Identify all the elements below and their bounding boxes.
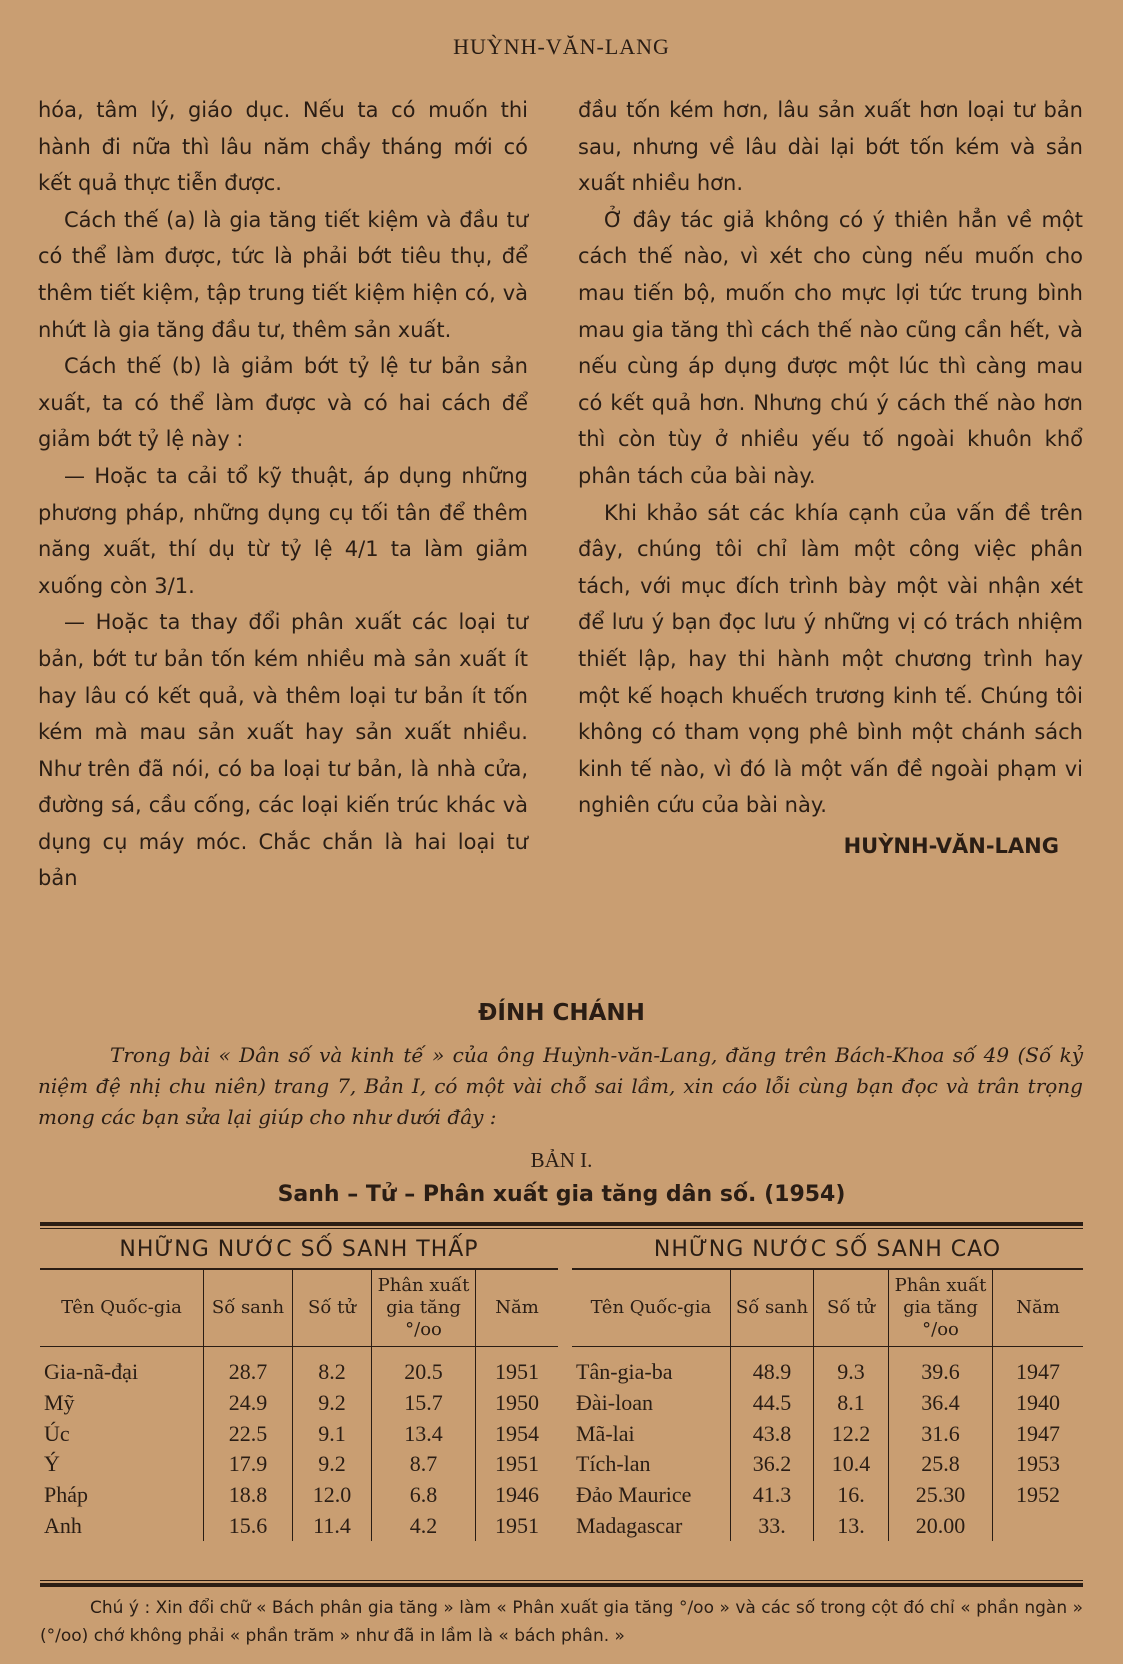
table-cell: 1954: [495, 1420, 539, 1446]
paragraph: Ở đây tác giả không có ý thiên hẳn về một cách thế nào, vì xét cho cùng nếu muốn cho mau tiến bộ, muốn cho mực lợi tức trung bình mau gia tăng thì cách thế nào cũng cần hết, và nếu cùng áp dụng được một lúc thì càng mau có kết quả hơn. Nhưng chú ý cách thế nào hơn thì còn tùy ở nhiều yếu tố ngoài khuôn khổ phân tách của bài này.: [578, 207, 1083, 488]
table-cell: Mỹ: [40, 1388, 204, 1419]
table-cell: 1952: [1016, 1482, 1060, 1508]
table-top-rule-thin: [40, 1228, 1083, 1229]
table-cell: 36.4: [889, 1388, 993, 1419]
table-cell: 12.2: [814, 1418, 889, 1449]
footnote: Chú ý : Xin đổi chữ « Bách phân gia tăng » làm « Phân xuất gia tăng °/oo » và các số trong cột đó chỉ « phần ngàn » (°/oo) chớ không phải « phần trăm » như đã in lầm là « bách phân. »: [40, 1598, 1083, 1646]
paragraph: Cách thế (a) là gia tăng tiết kiệm và đầu tư có thể làm được, tức là phải bớt tiêu thụ, để thêm tiết kiệm, tập trung tiết kiệm hiện có, và nhứt là gia tăng đầu tư, thêm sản xuất.: [38, 207, 528, 342]
table-cell: 36.2: [731, 1449, 814, 1480]
running-header: HUỲNH-VĂN-LANG: [453, 34, 670, 59]
column-header: Số sanh: [204, 1270, 293, 1347]
table-half-title: NHỮNG NƯỚC SỐ SANH THẤP: [40, 1232, 558, 1270]
table-caption: Sanh – Tử – Phân xuất gia tăng dân số. (1954): [277, 1182, 846, 1207]
table-cell: 9.1: [293, 1418, 372, 1449]
table-cell: Đảo Maurice: [572, 1480, 731, 1511]
table-cell: [993, 1510, 1084, 1541]
table-cell: 8.1: [814, 1388, 889, 1419]
table-row: [572, 1347, 1083, 1388]
table-cell: 24.9: [204, 1388, 293, 1419]
table-cell: 39.6: [889, 1347, 993, 1388]
table-cell: 25.30: [889, 1480, 993, 1511]
table-cell: 25.8: [889, 1449, 993, 1480]
table-cell: 20.00: [889, 1510, 993, 1541]
table-cell: 1950: [495, 1390, 539, 1416]
table-cell: 9.2: [293, 1388, 372, 1419]
table-cell: 33.: [731, 1510, 814, 1541]
table-bottom-rule-thin: [40, 1580, 1083, 1581]
table-bottom-rule: [40, 1583, 1083, 1587]
table-cell: 6.8: [372, 1480, 476, 1511]
table-cell: 31.6: [889, 1418, 993, 1449]
table-cell: 1940: [1016, 1390, 1060, 1416]
table-cell: 1951: [495, 1451, 539, 1477]
column-header: Phân xuất gia tăng °/oo: [889, 1270, 993, 1347]
table-cell: Anh: [40, 1510, 204, 1541]
table-cell: Madagascar: [572, 1510, 731, 1541]
errata-title: ĐÍNH CHÁNH: [478, 1000, 645, 1026]
paragraph: Khi khảo sát các khía cạnh của vấn đề trên đây, chúng tôi chỉ làm một công việc phân tách, với mục đích trình bày một vài nhận xét để lưu ý bạn đọc lưu ý những vị có trách nhiệm thiết lập, hay thi hành một chương trình hay một kế hoạch khuếch trương kinh tế. Chúng tôi không có tham vọng phê bình một chánh sách kinh tế nào, vì đó là một vấn đề ngoài phạm vi nghiên cứu của bài này.: [578, 500, 1083, 818]
data-table: [40, 1270, 558, 1541]
table-cell: 1947: [1016, 1420, 1060, 1446]
table-cell: 48.9: [731, 1347, 814, 1388]
table-cell: 8.7: [372, 1449, 476, 1480]
table-cell: 12.0: [293, 1480, 372, 1511]
table-cell: Tân-gia-ba: [572, 1347, 731, 1388]
table-cell: Ý: [40, 1449, 204, 1480]
paragraph: hóa, tâm lý, giáo dục. Nếu ta có muốn thi hành đi nữa thì lâu năm chầy tháng mới có kết quả thực tiễn được.: [38, 98, 528, 196]
author-signature: HUỲNH-VĂN-LANG: [843, 833, 1059, 858]
right-column: [578, 92, 1083, 864]
errata-text: Trong bài « Dân số và kinh tế » của ông Huỳnh-văn-Lang, đăng trên Bách-Khoa số 49 (Số kỷ niệm đệ nhị chu niên) trang 7, Bản I, có một vài chỗ sai lầm, xin cáo lỗi cùng bạn đọc và trân trọng mong các bạn sửa lại giúp cho như dưới đây :: [38, 1043, 1083, 1129]
table-cell: Tích-lan: [572, 1449, 731, 1480]
table-cell: 17.9: [204, 1449, 293, 1480]
table-row: [40, 1388, 558, 1419]
table-half-title: NHỮNG NƯỚC SỐ SANH CAO: [572, 1232, 1083, 1270]
table-cell: Gia-nã-đại: [40, 1347, 204, 1388]
paragraph: đầu tốn kém hơn, lâu sản xuất hơn loại tư bản sau, nhưng về lâu dài lại bớt tốn kém và sản xuất nhiều hơn.: [578, 98, 1083, 196]
table-cell: 1953: [1016, 1451, 1060, 1477]
paragraph: — Hoặc ta thay đổi phân xuất các loại tư bản, bớt tư bản tốn kém nhiều mà sản xuất ít hay lâu có kết quả, và thêm loại tư bản ít tốn kém mà mau sản xuất hay sản xuất nhiều. Như trên đã nói, có ba loại tư bản, là nhà cửa, đường sá, cầu cống, các loại kiến trúc khác và dụng cụ máy móc. Chắc chắn là hai loại tư bản: [38, 610, 528, 891]
column-header: Số tử: [814, 1270, 889, 1347]
table-label: BẢN I.: [530, 1148, 593, 1172]
table-cell: 18.8: [204, 1480, 293, 1511]
table-row: [572, 1388, 1083, 1419]
paragraph: Cách thế (b) là giảm bớt tỷ lệ tư bản sản xuất, ta có thể làm được và có hai cách để giảm bớt tỷ lệ này :: [38, 354, 528, 452]
table-row: [40, 1510, 558, 1541]
table-row: [572, 1449, 1083, 1480]
column-header: Tên Quốc-gia: [572, 1270, 731, 1347]
table-row: [40, 1480, 558, 1511]
table-cell: 9.2: [293, 1449, 372, 1480]
table-cell: 41.3: [731, 1480, 814, 1511]
table-cell: 11.4: [293, 1510, 372, 1541]
table-cell: Úc: [40, 1418, 204, 1449]
data-table: [572, 1270, 1083, 1541]
low-birthrate-table: [40, 1232, 558, 1541]
table-cell: 44.5: [731, 1388, 814, 1419]
table-row: [572, 1480, 1083, 1511]
column-header: Năm: [993, 1270, 1084, 1347]
column-header: Năm: [476, 1270, 559, 1347]
table-cell: 10.4: [814, 1449, 889, 1480]
column-header: Số sanh: [731, 1270, 814, 1347]
high-birthrate-table: [572, 1232, 1083, 1541]
table-cell: 13.: [814, 1510, 889, 1541]
table-cell: 22.5: [204, 1418, 293, 1449]
table-cell: 1946: [495, 1482, 539, 1508]
table-cell: 1951: [495, 1512, 539, 1538]
table-cell: 1947: [1016, 1359, 1060, 1385]
table-cell: 9.3: [814, 1347, 889, 1388]
table-row: [40, 1449, 558, 1480]
table-row: [572, 1418, 1083, 1449]
paragraph: — Hoặc ta cải tổ kỹ thuật, áp dụng những phương pháp, những dụng cụ tối tân để thêm năng xuất, thí dụ từ tỷ lệ 4/1 ta làm giảm xuống còn 3/1.: [38, 463, 528, 598]
table-row: [40, 1418, 558, 1449]
table-cell: Mã-lai: [572, 1418, 731, 1449]
table-cell: Pháp: [40, 1480, 204, 1511]
table-cell: 15.6: [204, 1510, 293, 1541]
table-cell: Đài-loan: [572, 1388, 731, 1419]
column-header: Số tử: [293, 1270, 372, 1347]
table-cell: 16.: [814, 1480, 889, 1511]
table-top-rule: [40, 1222, 1083, 1226]
table-row: [572, 1510, 1083, 1541]
table-cell: 43.8: [731, 1418, 814, 1449]
table-cell: 4.2: [372, 1510, 476, 1541]
table-cell: 13.4: [372, 1418, 476, 1449]
column-header: Tên Quốc-gia: [40, 1270, 204, 1347]
left-column: [38, 92, 528, 897]
table-cell: 8.2: [293, 1347, 372, 1388]
column-header: Phân xuất gia tăng °/oo: [372, 1270, 476, 1347]
table-row: [40, 1347, 558, 1388]
table-cell: 20.5: [372, 1347, 476, 1388]
table-cell: 15.7: [372, 1388, 476, 1419]
table-header-row: [572, 1270, 1083, 1347]
table-cell: 1951: [495, 1359, 539, 1385]
table-header-row: [40, 1270, 558, 1347]
table-cell: 28.7: [204, 1347, 293, 1388]
